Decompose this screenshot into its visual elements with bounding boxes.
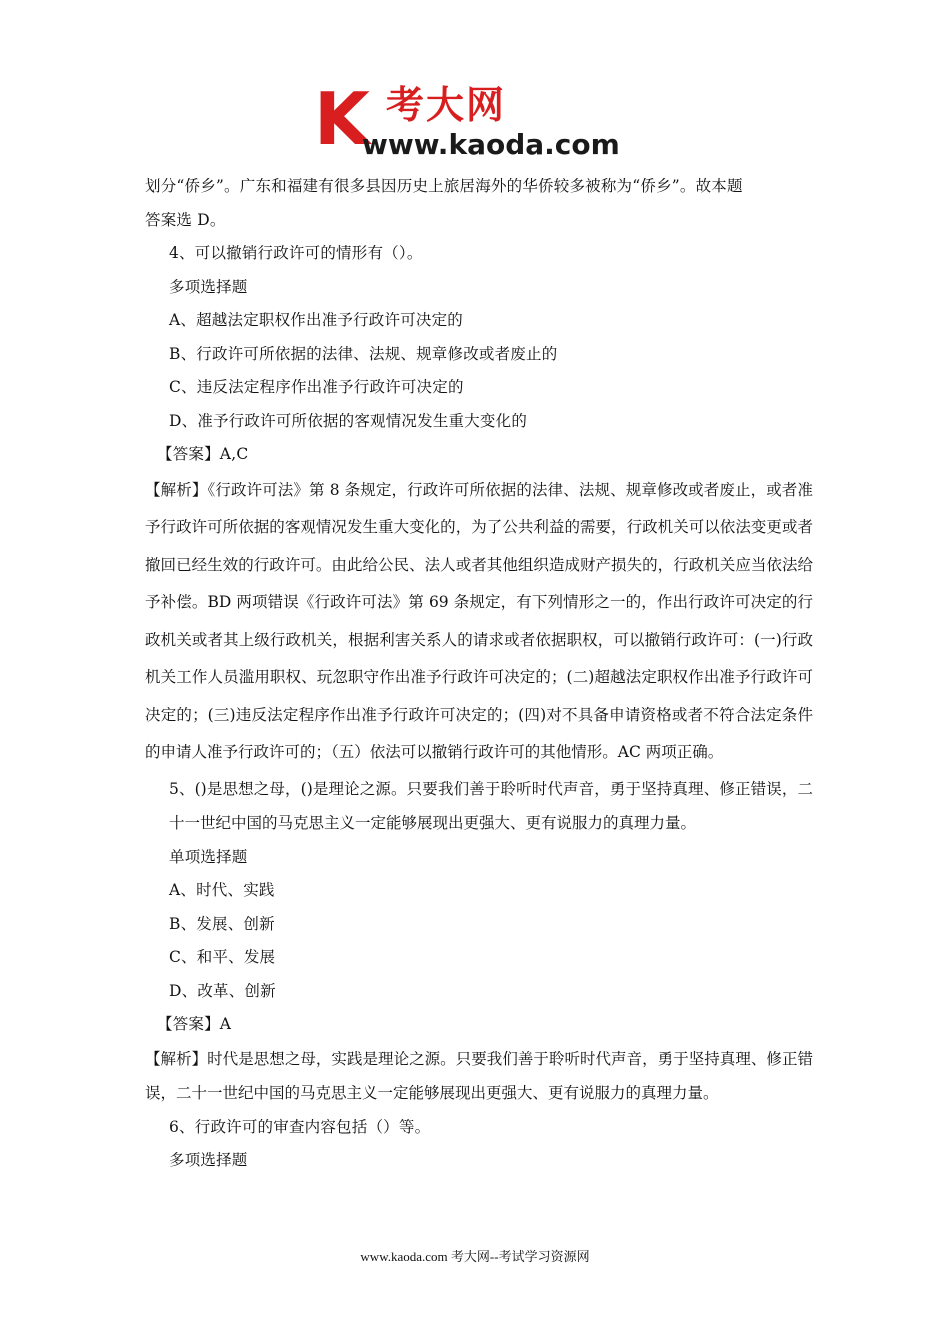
question-4-answer: 【答案】A,C [157,445,249,463]
logo-url: www.kaoda.com [362,128,620,161]
question-5-option-c: C、和平、发展 [169,948,276,966]
page-footer: www.kaoda.com 考大网--考试学习资源网 [360,1249,590,1264]
question-6-type: 多项选择题 [169,1151,248,1169]
kaoda-logo [314,82,644,162]
question-5-type: 单项选择题 [169,847,248,866]
question-5-option-b: B、发展、创新 [169,914,275,933]
question-4-option-a: A、超越法定职权作出准予行政许可决定的 [169,311,463,329]
question-5-option-d: D、改革、创新 [169,981,276,1000]
document-body [145,170,813,1178]
question-5-stem: 5、()是思想之母，()是理论之源。只要我们善于聆听时代声音，勇于坚持真理、修正错误，二十一世纪中国的马克思主义一定能够展现出更强大、更有说服力的真理力量。 [169,779,813,832]
kaoda-logo-graphic [314,82,644,162]
question-5-answer: 【答案】A [157,1015,232,1033]
continuation-line-2: 答案选 D。 [145,210,226,229]
continuation-line-1: 划分“侨乡”。广东和福建有很多县因历史上旅居海外的华侨较多被称为“侨乡”。故本题 [145,177,743,195]
logo-title: 考大网 [386,83,507,127]
question-4-type: 多项选择题 [169,277,248,296]
question-4-option-d: D、准予行政许可所依据的客观情况发生重大变化的 [169,411,528,430]
question-6-stem: 6、行政许可的审查内容包括（）等。 [169,1117,431,1136]
question-5-analysis: 【解析】时代是思想之母，实践是理论之源。只要我们善于聆听时代声音，勇于坚持真理、修正错误，二十一世纪中国的马克思主义一定能够展现出更强大、更有说服力的真理力量。 [145,1049,813,1102]
question-4-stem: 4、可以撤销行政许可的情形有（）。 [169,244,423,262]
question-4-analysis: 【解析】《行政许可法》第 8 条规定，行政许可所依据的法律、法规、规章修改或者废止，或者准予行政许可所依据的客观情况发生重大变化的，为了公共利益的需要，行政机关可以依法变更或者撤回已经生效的行政许可。由此给公民、法人或者其他组织造成财产损失的，行政机关应当依法给予补偿。BD 两项错误《行政许可法》第 69 条规定，有下列情形之一的，作出行政许可决定的行政机关或者其上级行政机关，根据利害关系人的请求或者依据职权，可以撤销行政许可：(一)行政机关工作人员滥用职权、玩忽职守作出准予行政许可决定的；(二)超越法定职权作出准予行政许可决定的；(三)违反法定程序作出准予行政许可决定的；(四)对不具备申请资格或者不符合法定条件的申请人准予行政许可的；（五）依法可以撤销行政许可的其他情形。AC 两项正确。 [145,480,813,761]
question-4-option-b: B、行政许可所依据的法律、法规、规章修改或者废止的 [169,344,558,363]
logo-k-mark: K [314,82,370,161]
question-5-option-a: A、时代、实践 [169,881,275,899]
question-4-option-c: C、违反法定程序作出准予行政许可决定的 [169,378,464,396]
